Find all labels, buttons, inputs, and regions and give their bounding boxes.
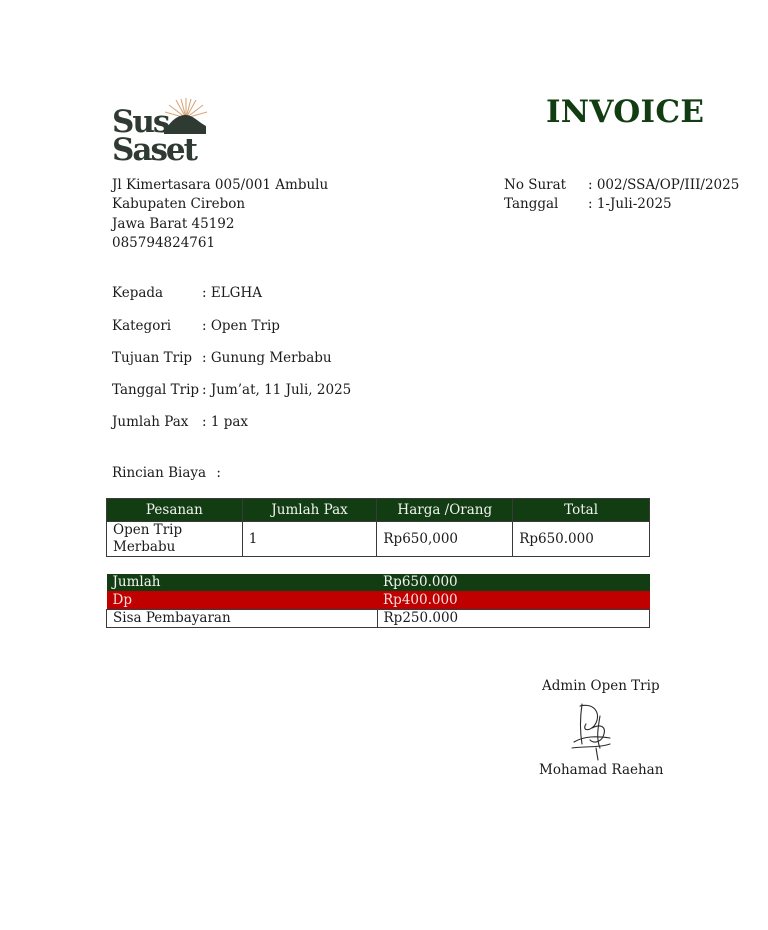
no-surat-label: No Surat: [504, 177, 567, 193]
items-table: [106, 498, 650, 557]
kategori-value: : Open Trip: [202, 318, 280, 334]
rincian-label: Rincian Biaya: [112, 465, 207, 481]
document-meta: [504, 176, 739, 215]
address-line: Kabupaten Cirebon: [112, 196, 246, 213]
sisa-row: [107, 609, 650, 627]
no-surat-row: [504, 176, 739, 195]
address-line: Jawa Barat 45192: [112, 215, 235, 232]
tujuan-label: Tujuan Trip: [112, 350, 193, 366]
dp-label: Dp: [107, 591, 378, 609]
cell-total: Rp650.000: [513, 522, 650, 557]
header-pesanan: Pesanan: [107, 499, 243, 522]
table-row: [107, 522, 650, 557]
dp-value: Rp400.000: [377, 591, 649, 609]
tanggal-label: Tanggal: [504, 196, 559, 213]
tanggal-value: : 1-Juli-2025: [588, 196, 672, 213]
cell-pesanan: Open Trip Merbabu: [107, 522, 243, 557]
company-address: [112, 176, 328, 254]
no-surat-value: : 002/SSA/OP/III/2025: [588, 177, 740, 193]
cell-harga-orang: Rp650,000: [377, 522, 513, 557]
jumlah-pax-label: Jumlah Pax: [112, 414, 189, 430]
cell-jumlah-pax: 1: [242, 522, 377, 557]
jumlah-value: Rp650.000: [377, 574, 649, 591]
sisa-label: Sisa Pembayaran: [107, 609, 378, 627]
summary-table: [106, 574, 650, 628]
tanggal-row: [504, 195, 739, 214]
tujuan-value: : Gunung Merbabu: [202, 350, 332, 366]
tanggal-trip-label: Tanggal Trip: [112, 382, 200, 398]
company-logo: [112, 92, 212, 164]
tanggal-trip-value: : Jum’at, 11 Juli, 2025: [202, 382, 352, 398]
tujuan-row: [112, 350, 332, 366]
kepada-value: : ELGHA: [202, 285, 262, 301]
kategori-row: [112, 318, 280, 334]
jumlah-row: [107, 574, 650, 591]
header-harga-orang: Harga /Orang: [377, 499, 513, 522]
header-total: Total: [513, 499, 650, 522]
kategori-label: Kategori: [112, 318, 172, 334]
invoice-title: INVOICE: [546, 94, 705, 130]
dp-row: [107, 591, 650, 609]
rincian-colon: :: [216, 465, 221, 481]
kepada-label: Kepada: [112, 285, 164, 301]
signature-title: Admin Open Trip: [542, 678, 660, 694]
tanggal-trip-row: [112, 382, 351, 398]
jumlah-label: Jumlah: [107, 574, 378, 591]
sisa-value: Rp250.000: [377, 609, 649, 627]
table-header-row: [107, 499, 650, 522]
handwritten-signature: [566, 698, 622, 764]
svg-text:Sus: Sus: [112, 104, 169, 140]
address-line: Jl Kimertasara 005/001 Ambulu: [112, 177, 329, 193]
rincian-biaya: [112, 465, 221, 481]
kepada-row: [112, 285, 262, 301]
header-jumlah-pax: Jumlah Pax: [242, 499, 377, 522]
signature-name: Mohamad Raehan: [539, 762, 664, 778]
svg-text:Saset: Saset: [112, 132, 196, 164]
jumlah-pax-value: : 1 pax: [202, 414, 249, 430]
jumlah-pax-row: [112, 414, 248, 430]
company-phone: 085794824761: [112, 235, 216, 252]
